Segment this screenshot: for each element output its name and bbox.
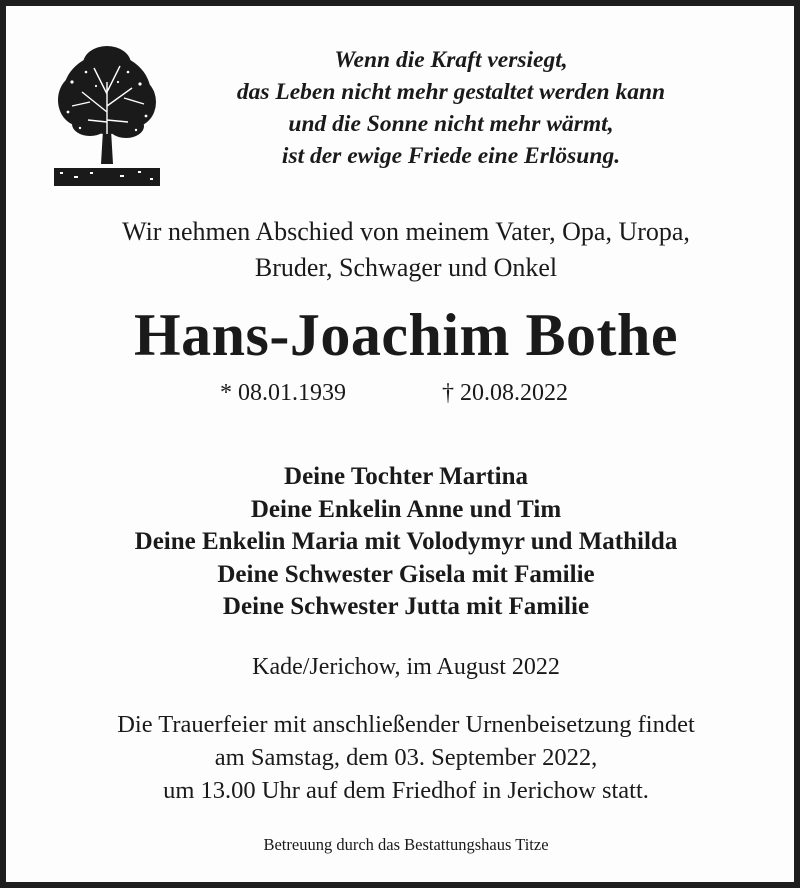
mourner-line: Deine Schwester Jutta mit Familie	[222, 593, 590, 620]
mourners-list	[6, 461, 800, 624]
intro-line: Bruder, Schwager und Onkel	[254, 253, 558, 282]
verse-line: und die Sonne nicht mehr wärmt,	[288, 111, 614, 137]
mourner-line: Deine Tochter Martina	[284, 463, 528, 490]
undertaker-credit: Betreuung durch das Bestattungshaus Titze	[263, 835, 549, 854]
funeral-service-info	[6, 708, 800, 807]
mourner-line: Deine Schwester Gisela mit Familie	[217, 560, 595, 588]
service-line: um 13.00 Uhr auf dem Friedhof in Jerichow statt.	[163, 777, 649, 804]
tree-icon	[50, 42, 164, 190]
verse	[176, 44, 726, 172]
service-line: Die Trauerfeier mit anschließender Urnenbeisetzung findet	[117, 711, 695, 738]
verse-line: Wenn die Kraft versiegt,	[334, 47, 568, 73]
verse-line: das Leben nicht mehr gestaltet werden kann	[236, 79, 666, 105]
death-date: † 20.08.2022	[442, 380, 568, 406]
farewell-intro	[6, 214, 800, 286]
birth-date: * 08.01.1939	[220, 380, 346, 406]
intro-line: Wir nehmen Abschied von meinem Vater, Opa, Uropa,	[122, 217, 690, 246]
mourner-line: Deine Enkelin Maria mit Volodymyr und Mathilda	[134, 528, 678, 555]
place-date: Kade/Jerichow, im August 2022	[252, 654, 560, 680]
mourner-line: Deine Enkelin Anne und Tim	[250, 495, 562, 523]
deceased-name: Hans-Joachim Bothe	[133, 302, 679, 368]
service-line: am Samstag, dem 03. September 2022,	[214, 744, 598, 771]
verse-line: ist der ewige Friede eine Erlösung.	[281, 143, 621, 169]
